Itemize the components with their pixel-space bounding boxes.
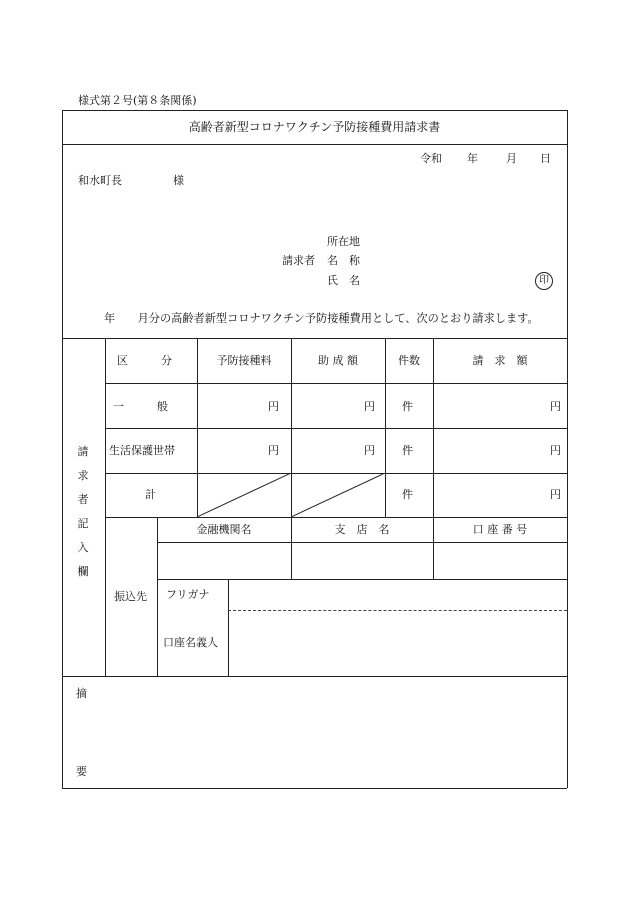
address-label: 所在地 (327, 235, 360, 248)
frame-bottom (62, 788, 567, 789)
frame-right (567, 110, 568, 788)
furigana-label: フリガナ (166, 588, 210, 601)
header-claim: 請 求 額 (472, 354, 528, 367)
furigana-input[interactable] (229, 580, 566, 609)
table-row3-line (105, 517, 567, 518)
account-holder-label: 口座名義人 (163, 636, 218, 649)
row-welfare-fee[interactable]: 円 (268, 444, 279, 457)
row-general-subsidy[interactable]: 円 (364, 400, 375, 413)
account-number-input[interactable] (434, 543, 566, 578)
person-name-label: 氏 名 (327, 274, 360, 287)
remarks-input[interactable] (106, 677, 566, 787)
header-category: 区 分 (117, 354, 172, 367)
row-welfare-claim[interactable]: 円 (550, 444, 561, 457)
bank-name-header: 金融機関名 (196, 523, 252, 536)
row-general-claim[interactable]: 円 (550, 400, 561, 413)
header-section-bottom-line (62, 338, 567, 339)
remarks-label-top: 摘 (76, 687, 87, 700)
claim-statement: 年 月分の高齢者新型コロナワクチン予防接種費用として、次のとおり請求します。 (104, 312, 539, 325)
table-row1-line (105, 428, 567, 429)
row-general-category: 一 般 (113, 400, 168, 413)
account-number-header: 口 座 番 号 (472, 523, 528, 536)
account-holder-input[interactable] (229, 612, 566, 675)
row-welfare-category: 生活保護世帯 (109, 444, 175, 457)
row-welfare-subsidy[interactable]: 円 (364, 444, 375, 457)
form-number: 様式第２号(第８条関係) (78, 94, 197, 107)
addressee-name: 和水町長 (78, 174, 122, 187)
date-month[interactable]: 月 (506, 152, 517, 165)
header-count: 件数 (398, 354, 420, 367)
total-subsidy-slash (291, 473, 385, 517)
section-divider (105, 338, 106, 676)
bank-label-divider (157, 517, 158, 676)
org-name-label: 名 称 (327, 254, 360, 267)
addressee-honorific: 様 (173, 174, 184, 187)
bank-transfer-label: 振込先 (114, 590, 147, 603)
frame-top (62, 110, 567, 111)
furigana-divider (228, 610, 567, 611)
title-bottom-line (62, 144, 567, 145)
header-subsidy: 助 成 額 (318, 354, 358, 367)
table-header-line (105, 383, 567, 384)
form-title: 高齢者新型コロナワクチン予防接種費用請求書 (188, 120, 441, 134)
date-day[interactable]: 日 (540, 152, 551, 165)
row-total-category: 計 (145, 488, 156, 501)
seal-mark: 印 (535, 272, 553, 290)
claimant-label: 請求者 (282, 254, 315, 267)
date-year[interactable]: 年 (467, 152, 478, 165)
row-general-fee[interactable]: 円 (268, 400, 279, 413)
row-general-count[interactable]: 件 (402, 400, 413, 413)
date-era[interactable]: 令和 (420, 152, 442, 165)
remarks-label-bottom: 要 (76, 765, 87, 778)
row-welfare-count[interactable]: 件 (402, 444, 413, 457)
branch-header: 支 店 名 (334, 523, 390, 536)
section-label-vertical: 請 求 者 記 入 欄 (77, 445, 89, 578)
total-fee-slash (197, 473, 291, 517)
row-total-count[interactable]: 件 (402, 488, 413, 501)
row-total-claim[interactable]: 円 (550, 488, 561, 501)
bank-name-input[interactable] (158, 543, 290, 578)
frame-left (62, 110, 63, 788)
branch-input[interactable] (292, 543, 432, 578)
header-fee: 予防接種料 (216, 354, 272, 367)
